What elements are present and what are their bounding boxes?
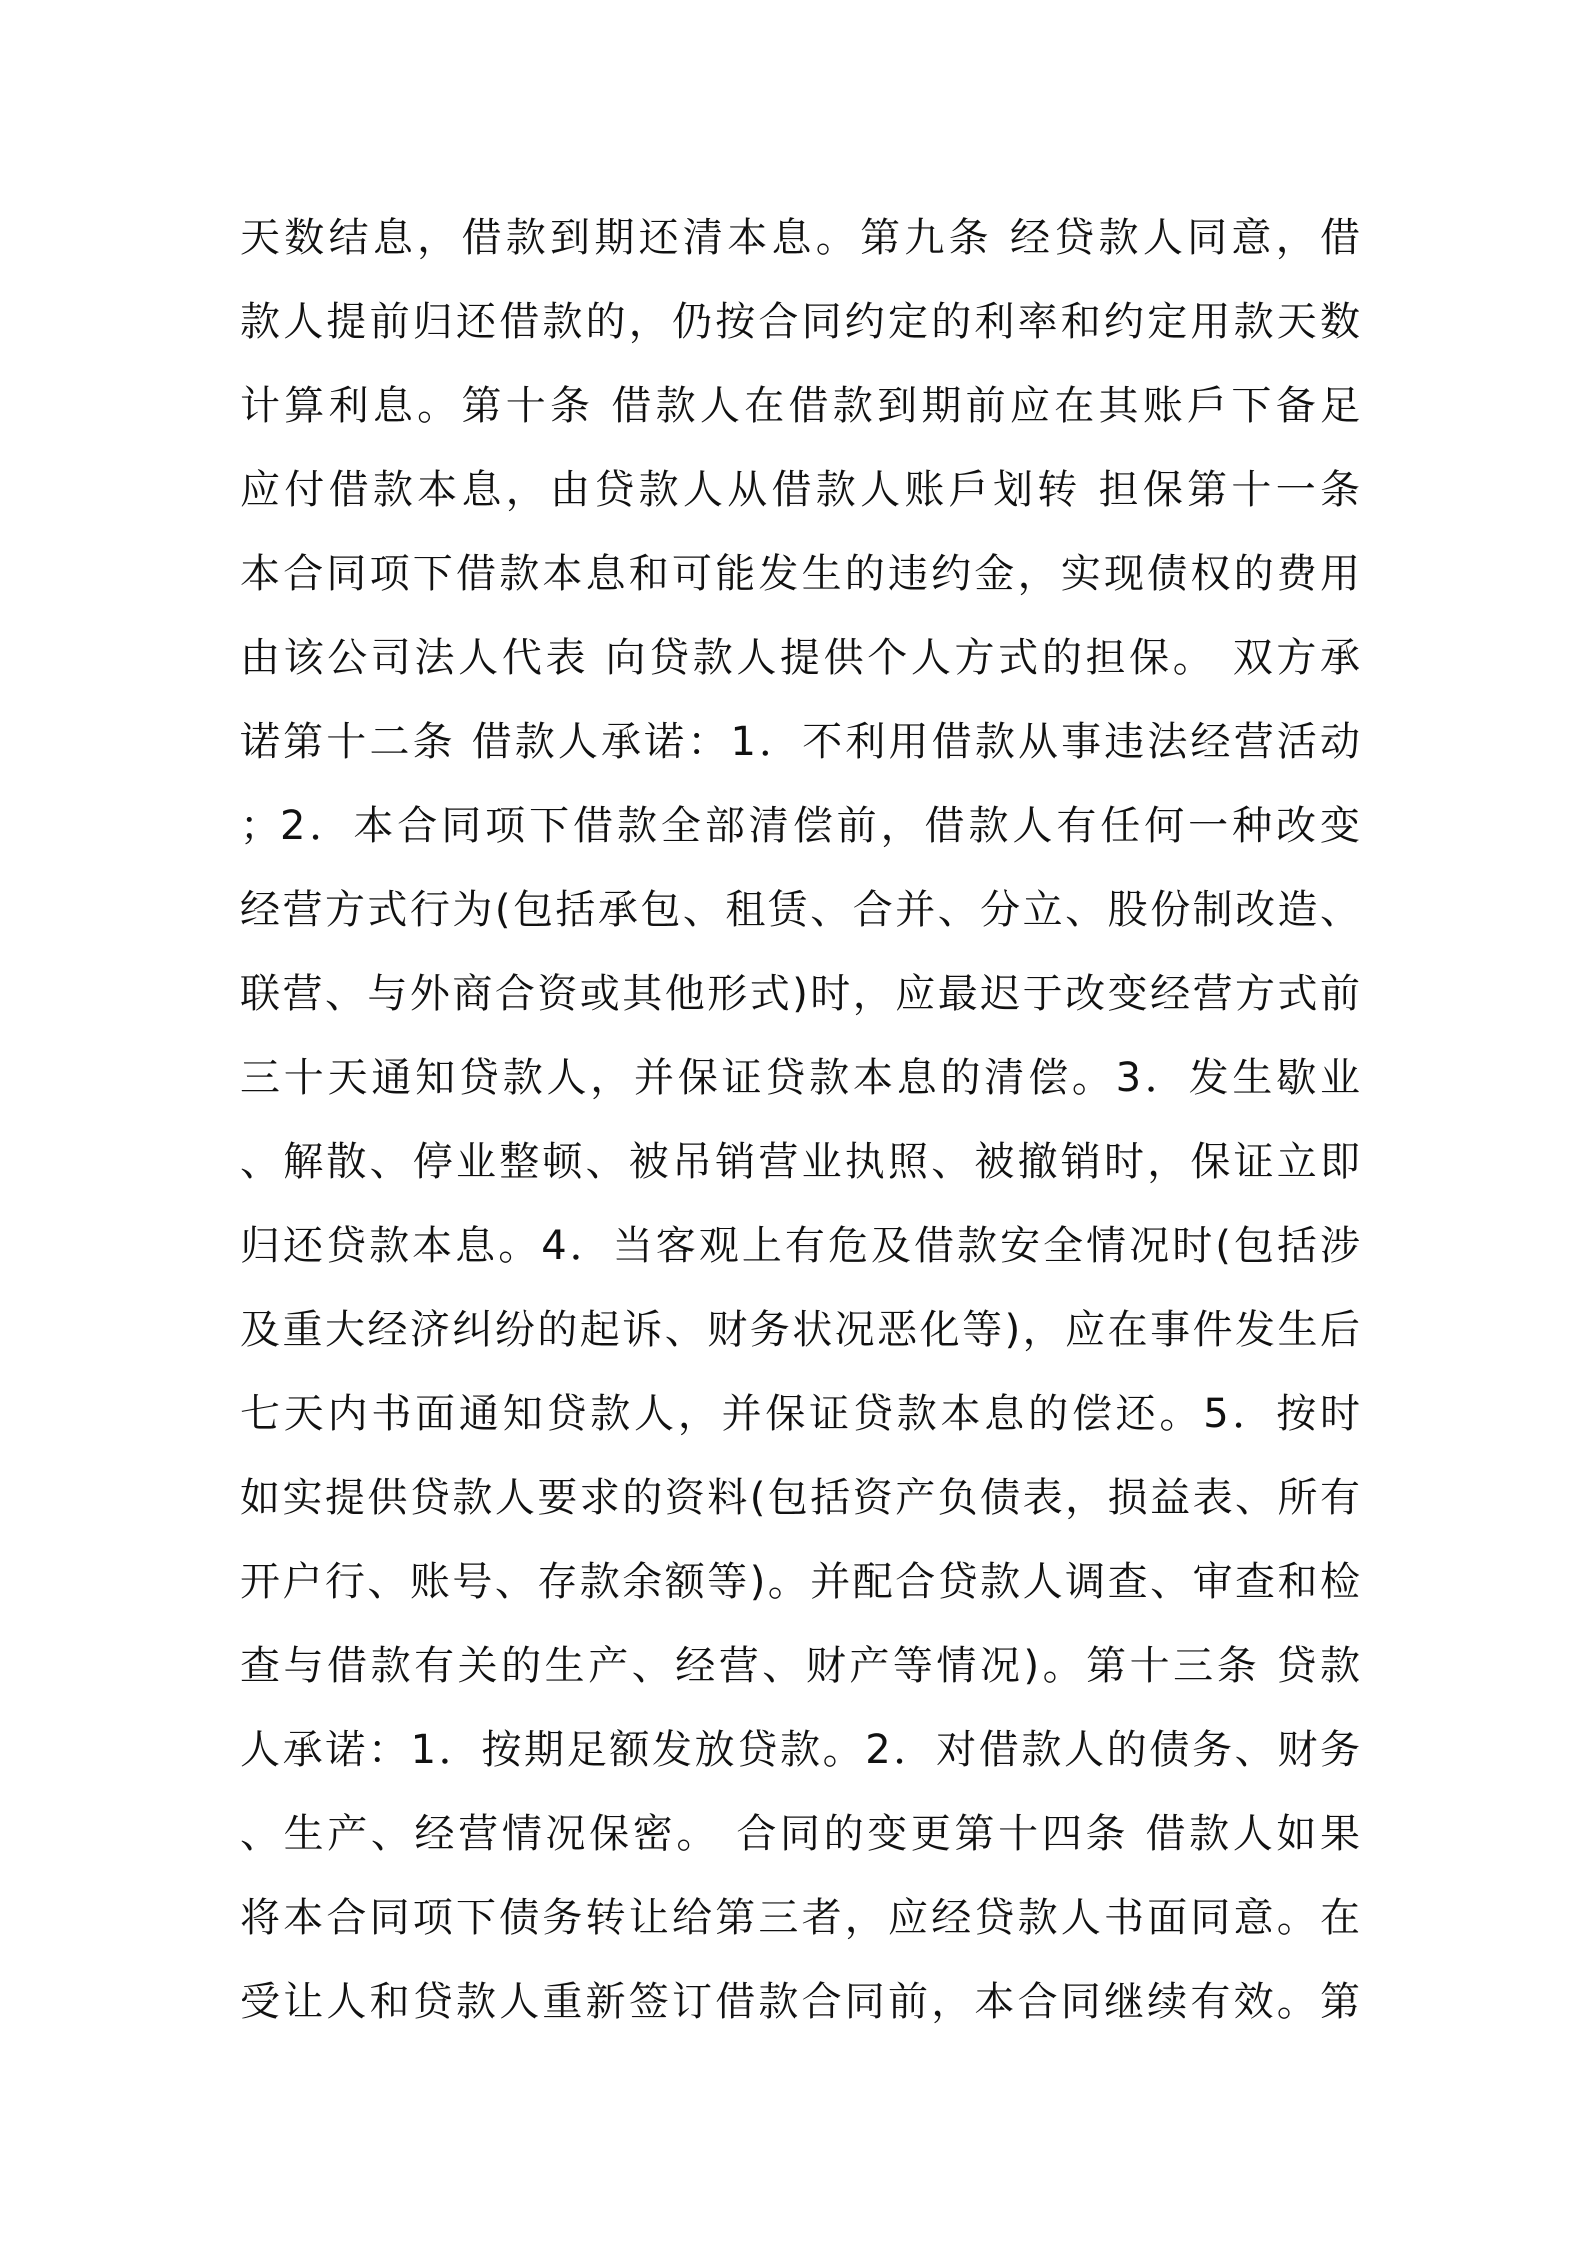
text-line-6: 由该公司法人代表 向贷款人提供个人方式的担保。 双方承 (240, 635, 1360, 681)
text-line-3: 计算利息。第十条 借款人在借款到期前应在其账戶下备足 (240, 383, 1360, 429)
text-line-8: ；2．本合同项下借款全部清偿前，借款人有任何一种改变 (240, 803, 1360, 849)
text-line-11: 三十天通知贷款人，并保证贷款本息的清偿。3．发生歇业 (240, 1055, 1360, 1101)
contract-text-block (240, 196, 1360, 2044)
text-line-16: 如实提供贷款人要求的资料(包括资产负债表，损益表、所有 (240, 1475, 1360, 1521)
text-line-10: 联营、与外商合资或其他形式)时，应最迟于改变经营方式前 (240, 971, 1360, 1017)
text-line-12: 、解散、停业整顿、被吊销营业执照、被撤销时，保证立即 (240, 1139, 1360, 1185)
text-line-15: 七天内书面通知贷款人，并保证贷款本息的偿还。5．按时 (240, 1391, 1360, 1437)
text-line-19: 人承诺：1．按期足额发放贷款。2．对借款人的债务、财务 (240, 1727, 1360, 1773)
text-line-22: 受让人和贷款人重新签订借款合同前，本合同继续有效。第 (240, 1979, 1360, 2025)
text-line-14: 及重大经济纠纷的起诉、财务状况恶化等)，应在事件发生后 (240, 1307, 1360, 1353)
text-line-9: 经营方式行为(包括承包、租赁、合并、分立、股份制改造、 (240, 887, 1360, 933)
text-line-18: 查与借款有关的生产、经营、财产等情况)。第十三条 贷款 (240, 1643, 1360, 1689)
text-line-13: 归还贷款本息。4．当客观上有危及借款安全情况时(包括涉 (240, 1223, 1360, 1269)
text-line-5: 本合同项下借款本息和可能发生的违约金，实现债权的费用 (240, 551, 1360, 597)
text-line-2: 款人提前归还借款的，仍按合同约定的利率和约定用款天数 (240, 299, 1360, 345)
text-line-4: 应付借款本息，由贷款人从借款人账戶划转 担保第十一条 (240, 467, 1360, 513)
text-line-17: 开户行、账号、存款余额等)。并配合贷款人调查、审查和检 (240, 1559, 1360, 1605)
text-line-21: 将本合同项下债务转让给第三者，应经贷款人书面同意。在 (240, 1895, 1360, 1941)
text-line-7: 诺第十二条 借款人承诺：1．不利用借款从事违法经营活动 (240, 719, 1360, 765)
text-line-20: 、生产、经营情况保密。 合同的变更第十四条 借款人如果 (240, 1811, 1360, 1857)
text-line-1: 天数结息，借款到期还清本息。第九条 经贷款人同意，借 (240, 215, 1360, 261)
